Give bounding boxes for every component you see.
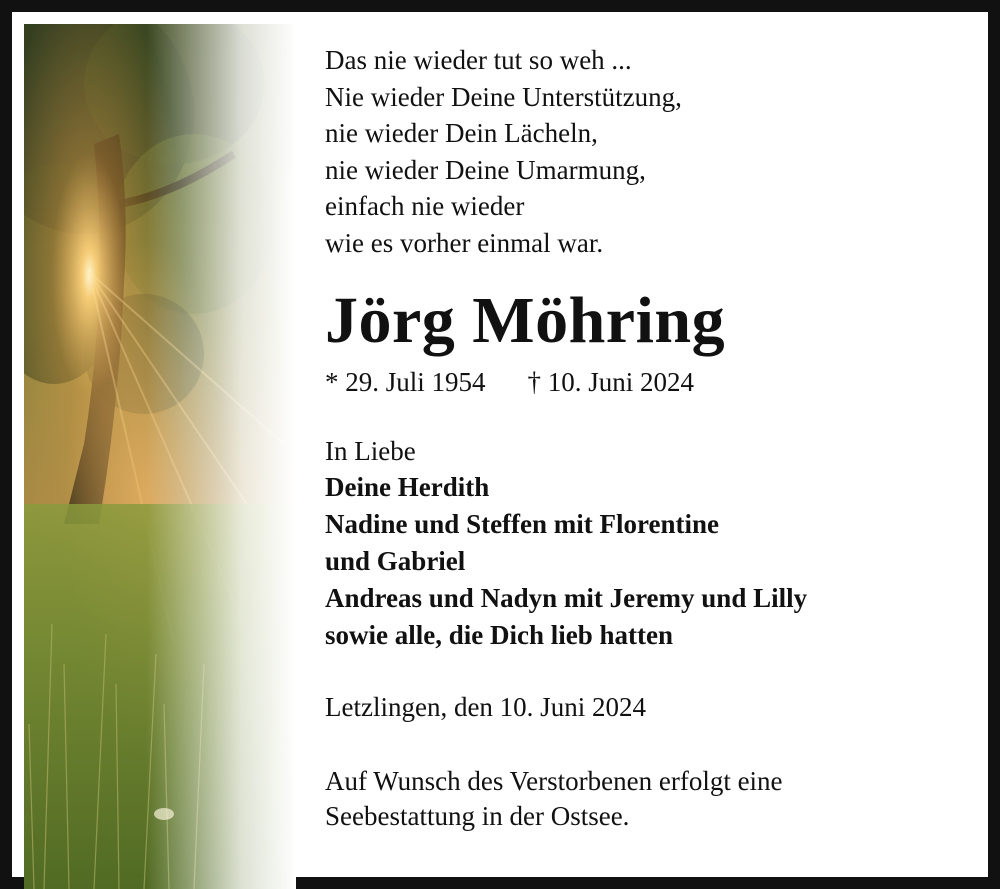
mourner-line: Nadine und Steffen mit Florentine (325, 509, 720, 539)
poem-line: nie wieder Deine Umarmung, (325, 154, 646, 185)
death-date: † 10. Juni 2024 (527, 367, 695, 397)
poem (325, 42, 985, 261)
mourner-line: und Gabriel (325, 546, 466, 576)
obituary-text (325, 42, 985, 834)
note-line: Auf Wunsch des Verstorbenen erfolgt eine (325, 766, 783, 796)
poem-line: einfach nie wieder (325, 191, 525, 221)
forest-sunlight-image (24, 24, 296, 889)
poem-line: Nie wieder Deine Unterstützung, (325, 81, 682, 112)
birth-date: * 29. Juli 1954 (325, 367, 486, 397)
poem-line: wie es vorher einmal war. (325, 227, 604, 258)
poem-line: Das nie wieder tut so weh ... (325, 45, 632, 75)
burial-note (325, 764, 985, 834)
forest-sunlight-photo (24, 24, 296, 889)
mourners-intro: In Liebe (325, 436, 416, 466)
mourner-line: Deine Herdith (325, 472, 490, 502)
note-line: Seebestattung in der Ostsee. (325, 801, 630, 831)
deceased-name: Jörg Möhring (325, 284, 726, 357)
place-and-date: Letzlingen, den 10. Juni 2024 (325, 692, 646, 722)
mourner-line: Andreas und Nadyn mit Jeremy und Lilly (325, 583, 808, 613)
poem-line: nie wieder Dein Lächeln, (325, 118, 598, 148)
life-dates (325, 365, 985, 399)
mourner-line: sowie alle, die Dich lieb hatten (325, 620, 673, 650)
mourners-list (325, 469, 985, 654)
